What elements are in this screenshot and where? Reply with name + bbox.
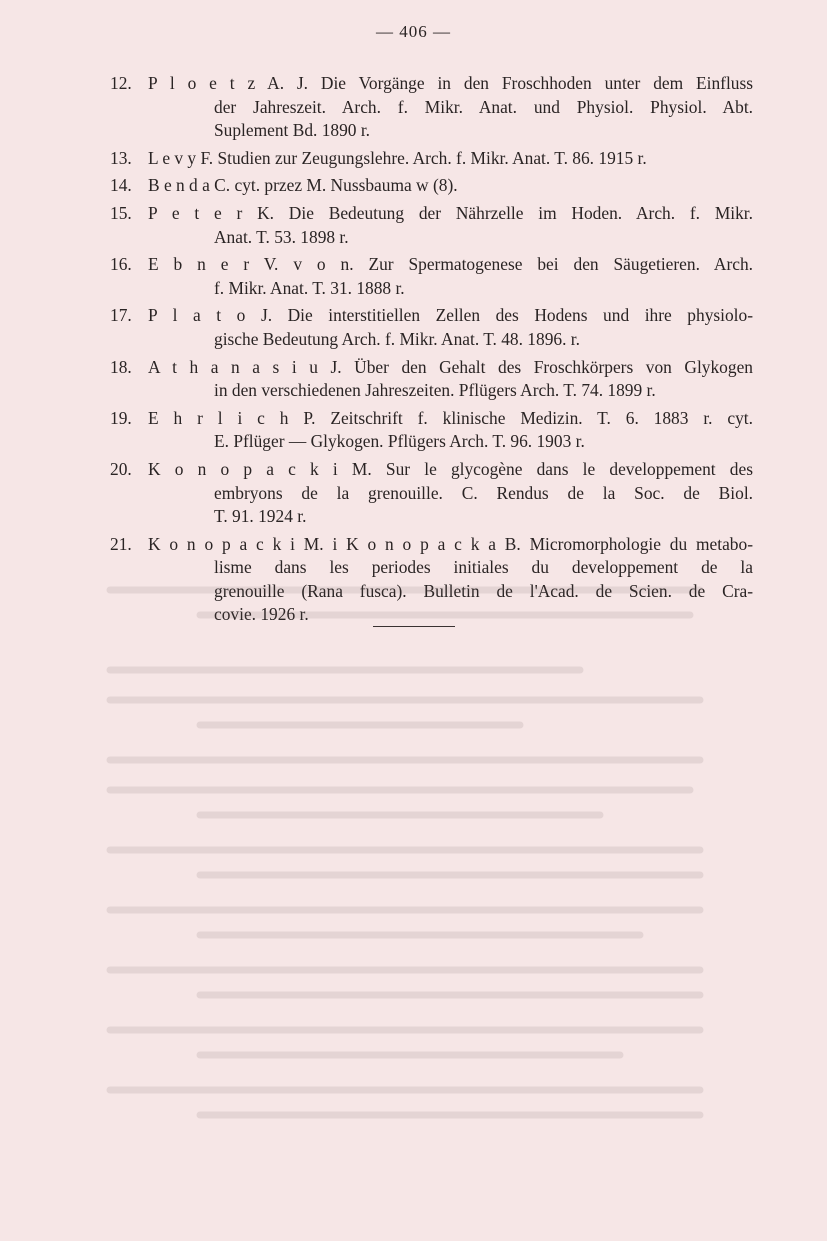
reference-line (214, 482, 753, 506)
reference-line (148, 253, 753, 277)
reference-item (110, 72, 753, 143)
reference-line (214, 226, 753, 250)
reference-line (148, 72, 753, 96)
reference-text: P. Zeitschrift f. klinische Medizin. T. 6. 1883 r. cyt. (288, 407, 753, 428)
reference-number: 13. (110, 147, 132, 168)
reference-text: J. Über den Gehalt des Froschkörpers von Glykogen (317, 356, 753, 377)
reference-line (214, 277, 753, 301)
reference-text: covie. 1926 r. (214, 604, 309, 625)
reference-author: A t h a n a s i u (148, 356, 318, 377)
reference-number: 17. (110, 305, 132, 326)
reference-item (110, 253, 753, 300)
reference-line (214, 119, 753, 143)
reference-text: Anat. T. 53. 1898 r. (214, 226, 349, 247)
reference-text: M. Sur le glycogène dans le developpement des (337, 458, 753, 479)
reference-number: 14. (110, 175, 132, 196)
reference-author: L e v y (148, 147, 197, 168)
reference-item (110, 458, 753, 529)
reference-number: 18. (110, 356, 132, 377)
reference-line (148, 147, 753, 171)
reference-author: P e t e r (148, 202, 243, 223)
reference-text: embryons de la grenouille. C. Rendus de la Soc. de Biol. (214, 482, 753, 503)
reference-text: Suplement Bd. 1890 r. (214, 120, 371, 141)
reference-author: K o n o p a c k i (148, 458, 338, 479)
reference-text: F. Studien zur Zeugungslehre. Arch. f. Mikr. Anat. T. 86. 1915 r. (196, 147, 647, 168)
reference-author: P l o e t z (148, 73, 256, 93)
reference-text: E. Pflüger — Glykogen. Pflügers Arch. T. 96. 1903 r. (214, 431, 585, 452)
reference-text: lisme dans les periodes initiales du developpement de la (214, 557, 753, 578)
reference-number: 20. (110, 458, 132, 479)
reference-line (148, 202, 753, 226)
reference-number: 12. (110, 73, 132, 93)
reference-line (214, 505, 753, 529)
reference-author: K o n o p a c k i (148, 533, 295, 554)
reference-text: in den verschiedenen Jahreszeiten. Pflügers Arch. T. 74. 1899 r. (214, 380, 656, 401)
reference-text: grenouille (Rana fusca). Bulletin de l'Acad. de Scien. de Cra- (214, 580, 753, 601)
reference-text: J. Die interstitiellen Zellen des Hodens und ihre physiolo- (245, 305, 754, 326)
reference-text: V. v o n. Zur Spermatogenese bei den Säugetieren. Arch. (249, 254, 754, 275)
reference-line (148, 458, 753, 482)
reference-author: B e n d a (148, 175, 210, 196)
reference-line (214, 430, 753, 454)
reference-author: P l a t o (148, 305, 246, 326)
reference-number: 21. (110, 533, 132, 554)
reference-line (148, 533, 753, 557)
reference-author: E h r l i c h (148, 407, 289, 428)
reference-item (110, 304, 753, 351)
reference-number: 15. (110, 202, 132, 223)
reference-line (214, 328, 753, 352)
reference-list (110, 72, 753, 631)
reference-item (110, 407, 753, 454)
reference-text: gische Bedeutung Arch. f. Mikr. Anat. T. 48. 1896. r. (214, 328, 580, 349)
reference-line (214, 379, 753, 403)
reference-item (110, 202, 753, 249)
reference-text: f. Mikr. Anat. T. 31. 1888 r. (214, 277, 405, 298)
reference-text: der Jahreszeit. Arch. f. Mikr. Anat. und Physiol. Physiol. Abt. (214, 96, 753, 117)
bleed-through-texture (0, 560, 827, 1241)
reference-item (110, 356, 753, 403)
reference-number: 19. (110, 407, 132, 428)
reference-line (214, 96, 753, 120)
page-number: — 406 — (376, 22, 451, 41)
reference-line (148, 407, 753, 431)
reference-number: 16. (110, 254, 132, 275)
reference-text: K. Die Bedeutung der Nährzelle im Hoden. Arch. f. Mikr. (242, 202, 753, 223)
reference-text: C. cyt. przez M. Nussbauma w (8). (209, 175, 458, 196)
reference-line (148, 356, 753, 380)
reference-text: A. J. Die Vorgänge in den Froschhoden unter dem Einfluss (255, 73, 754, 93)
reference-text: T. 91. 1924 r. (214, 506, 307, 527)
reference-item (110, 147, 753, 171)
reference-author: E b n e r (148, 254, 250, 275)
reference-line (148, 174, 753, 198)
reference-line (148, 304, 753, 328)
reference-text: M. i K o n o p a c k a B. Micromorphologie du metabo- (294, 533, 753, 554)
reference-item (110, 174, 753, 198)
